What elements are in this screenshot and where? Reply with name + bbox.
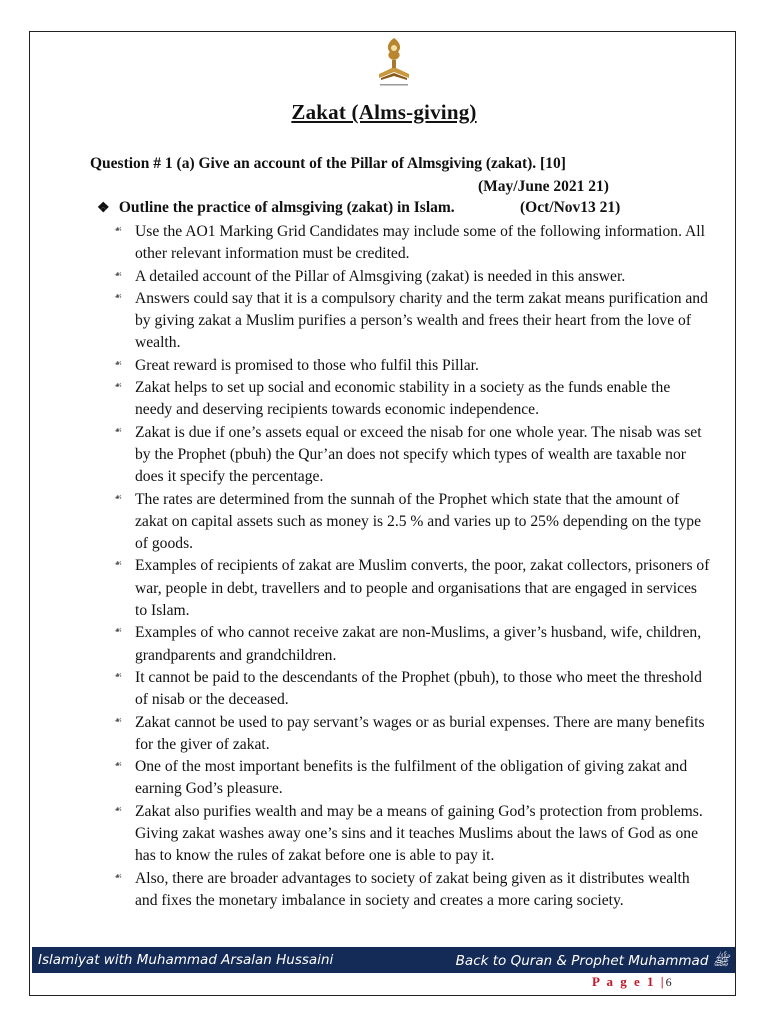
list-item: ☙ A detailed account of the Pillar of Almsgiving (zakat) is needed in this answer. bbox=[114, 267, 626, 285]
page-number bbox=[592, 974, 672, 990]
footer-author: Islamiyat with Muhammad Arsalan Hussaini bbox=[38, 952, 334, 968]
list-item: ☙ Examples of who cannot receive zakat are non-Muslims, a giver’s husband, wife, children, grandparents and grandchildren. bbox=[114, 624, 702, 664]
footer-band bbox=[32, 947, 735, 973]
list-item: ☙ Zakat is due if one’s assets equal or exceed the nisab for one whole year. The nisab was set by the Prophet (pbuh) the Qur’an does not specify which types of wealth are taxable nor does it specify the percentage. bbox=[114, 423, 702, 486]
page-title: Zakat (Alms-giving) bbox=[291, 100, 477, 124]
bullet-icon: ☙ bbox=[114, 424, 123, 435]
outline-text: Outline the practice of almsgiving (zakat) in Islam. bbox=[118, 199, 455, 216]
list-item: ☙ Zakat cannot be used to pay servant’s wages or as burial expenses. There are many benefits for the giver of zakat. bbox=[114, 713, 705, 753]
question-heading: Question # 1 (a) Give an account of the Pillar of Almsgiving (zakat). [10] bbox=[90, 155, 566, 172]
bullet-icon: ☙ bbox=[114, 290, 123, 301]
bullet-icon: ☙ bbox=[114, 803, 123, 814]
page-total: 6 bbox=[665, 975, 672, 989]
answer-points-list bbox=[112, 221, 710, 912]
list-item: ☙ It cannot be paid to the descendants of the Prophet (pbuh), to those who meet the threshold of nisab or the deceased. bbox=[114, 668, 702, 709]
bullet-icon: ☙ bbox=[114, 491, 123, 502]
list-item: ☙ Examples of recipients of zakat are Muslim converts, the poor, zakat collectors, prisoners of war, people in debt, travellers and to people and organisations that are engaged in services to Islam. bbox=[114, 557, 710, 620]
footer-motto: Back to Quran & Prophet Muhammad ﷺ bbox=[455, 953, 729, 969]
bullet-icon: ☙ bbox=[114, 380, 123, 391]
list-item: ☙ Zakat also purifies wealth and may be a means of gaining God’s protection from problems. Giving zakat washes away one’s sins and it teaches Muslims about the laws of God as one has to know the rules of zakat before one is able to pay it. bbox=[114, 802, 703, 865]
list-item: ☙ Also, there are broader advantages to society of zakat being given as it distributes wealth and fixes the monetary imbalance in society and creates a more caring society. bbox=[114, 869, 690, 909]
question-date: (May/June 2021 21) bbox=[478, 178, 609, 195]
list-item: ☙ Answers could say that it is a compulsory charity and the term zakat means purification and by giving zakat a Muslim purifies a person’s wealth and frees their heart from the love of wealth. bbox=[114, 289, 708, 352]
bullet-icon: ☙ bbox=[114, 357, 123, 368]
bullet-icon: ☙ bbox=[114, 268, 123, 279]
list-item: ☙ Use the AO1 Marking Grid Candidates may include some of the following information. All other relevant information must be credited. bbox=[114, 223, 705, 263]
page-label: P a g e 1 | bbox=[592, 974, 666, 989]
diamond-bullet-icon: ❖ bbox=[97, 201, 110, 216]
outline-date: (Oct/Nov13 21) bbox=[520, 199, 621, 216]
list-item: ☙ The rates are determined from the sunnah of the Prophet which state that the amount of zakat on capital assets such as money is 2.5 % and varies up to 25% depending on the type of goods. bbox=[114, 490, 701, 553]
list-item: ☙ Zakat helps to set up social and economic stability in a society as the funds enable the needy and deserving recipients towards economic independence. bbox=[114, 379, 671, 419]
list-item: ☙ Great reward is promised to those who fulfil this Pillar. bbox=[114, 356, 479, 374]
bullet-icon: ☙ bbox=[114, 759, 123, 770]
bullet-icon: ☙ bbox=[114, 558, 123, 569]
list-item: ☙ One of the most important benefits is the fulfilment of the obligation of giving zakat and earning God’s pleasure. bbox=[114, 758, 688, 798]
bullet-icon: ☙ bbox=[114, 224, 123, 234]
bullet-icon: ☙ bbox=[114, 870, 123, 881]
book-emblem-icon bbox=[371, 34, 417, 90]
outline-heading bbox=[97, 199, 455, 217]
bullet-icon: ☙ bbox=[114, 669, 123, 680]
bullet-icon: ☙ bbox=[114, 714, 123, 725]
bullet-icon: ☙ bbox=[114, 625, 123, 636]
